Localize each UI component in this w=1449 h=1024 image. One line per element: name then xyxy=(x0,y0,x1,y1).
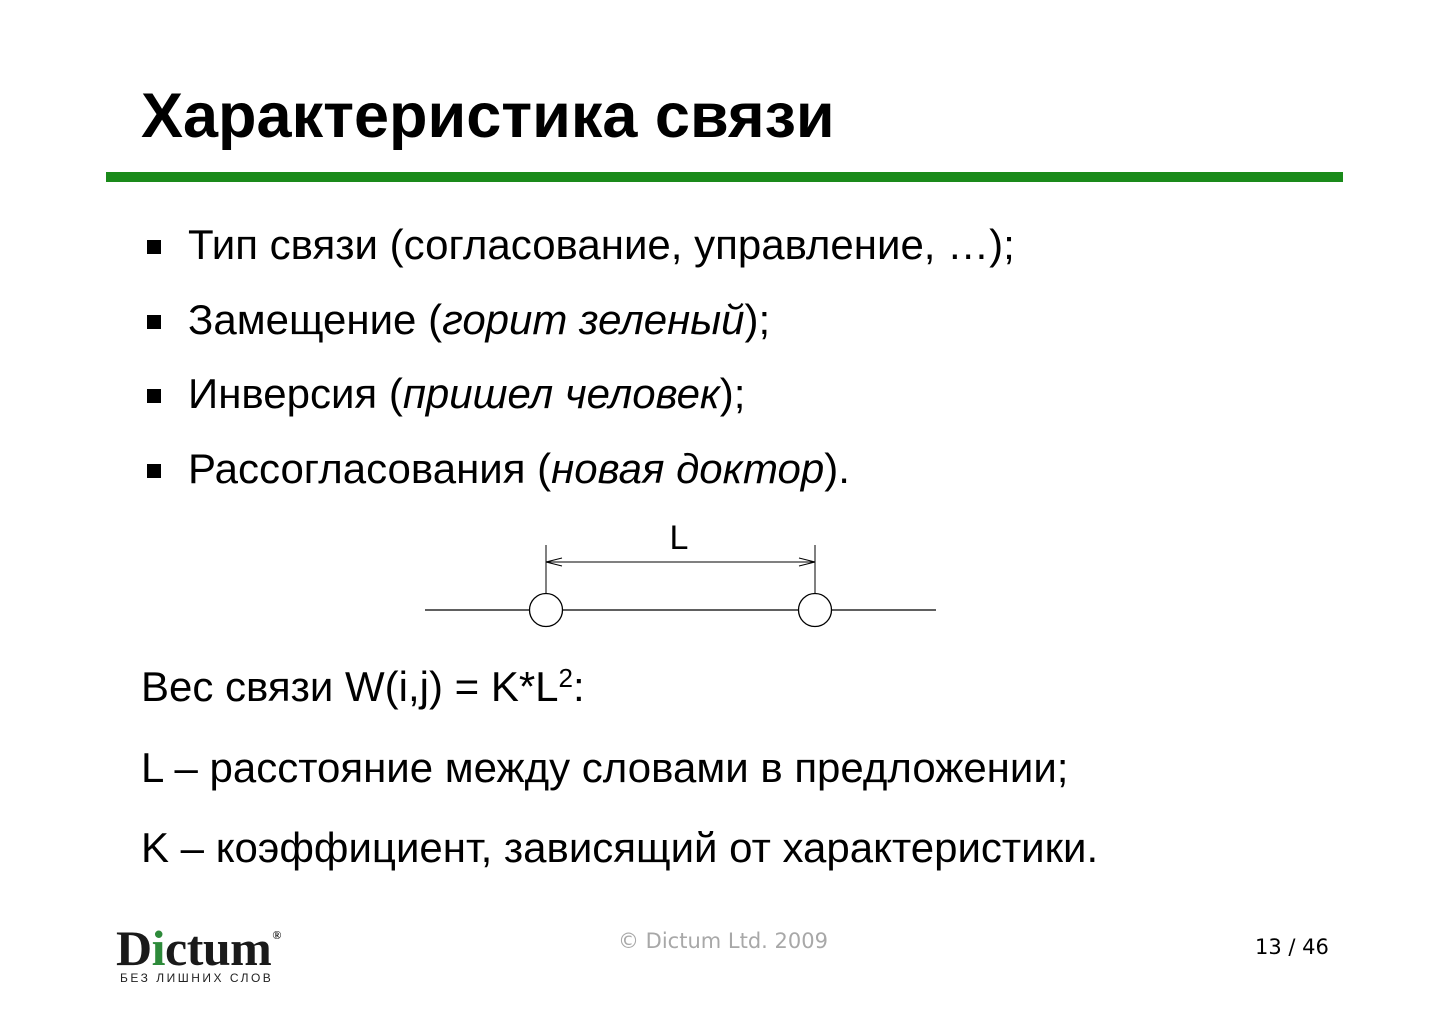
exponent: 2 xyxy=(558,663,574,693)
square-bullet-icon xyxy=(147,240,161,254)
distance-label: L xyxy=(669,519,689,557)
slide-title: Характеристика связи xyxy=(141,81,835,151)
word-node-right xyxy=(799,594,832,627)
title-underline xyxy=(106,172,1343,182)
bullet-text: Инверсия (пришел человек); xyxy=(188,370,746,417)
bullet-text: Тип связи (согласование, управление, …); xyxy=(188,221,1015,268)
k-definition: K – коэффициент, зависящий от характеристики. xyxy=(141,824,1099,871)
dictum-logo xyxy=(116,912,281,985)
logo-wordmark: Dictum® xyxy=(116,920,281,976)
square-bullet-icon xyxy=(147,389,161,403)
l-definition: L – расстояние между словами в предложении; xyxy=(141,744,1069,791)
word-distance-diagram xyxy=(420,515,940,635)
logo-tagline: БЕЗ ЛИШНИХ СЛОВ xyxy=(120,971,274,985)
bullet-text: Замещение (горит зеленый); xyxy=(188,296,771,343)
weight-formula: Вес связи $W(i,j) = K*L^2$: xyxy=(141,663,585,710)
square-bullet-icon xyxy=(147,464,161,478)
word-node-left xyxy=(530,594,563,627)
square-bullet-icon xyxy=(147,315,161,329)
bullet-text: Рассогласования (новая доктор). xyxy=(188,445,850,492)
copyright-notice: © Dictum Ltd. 2009 xyxy=(618,929,828,953)
page-number: 13 / 46 xyxy=(1255,935,1329,959)
